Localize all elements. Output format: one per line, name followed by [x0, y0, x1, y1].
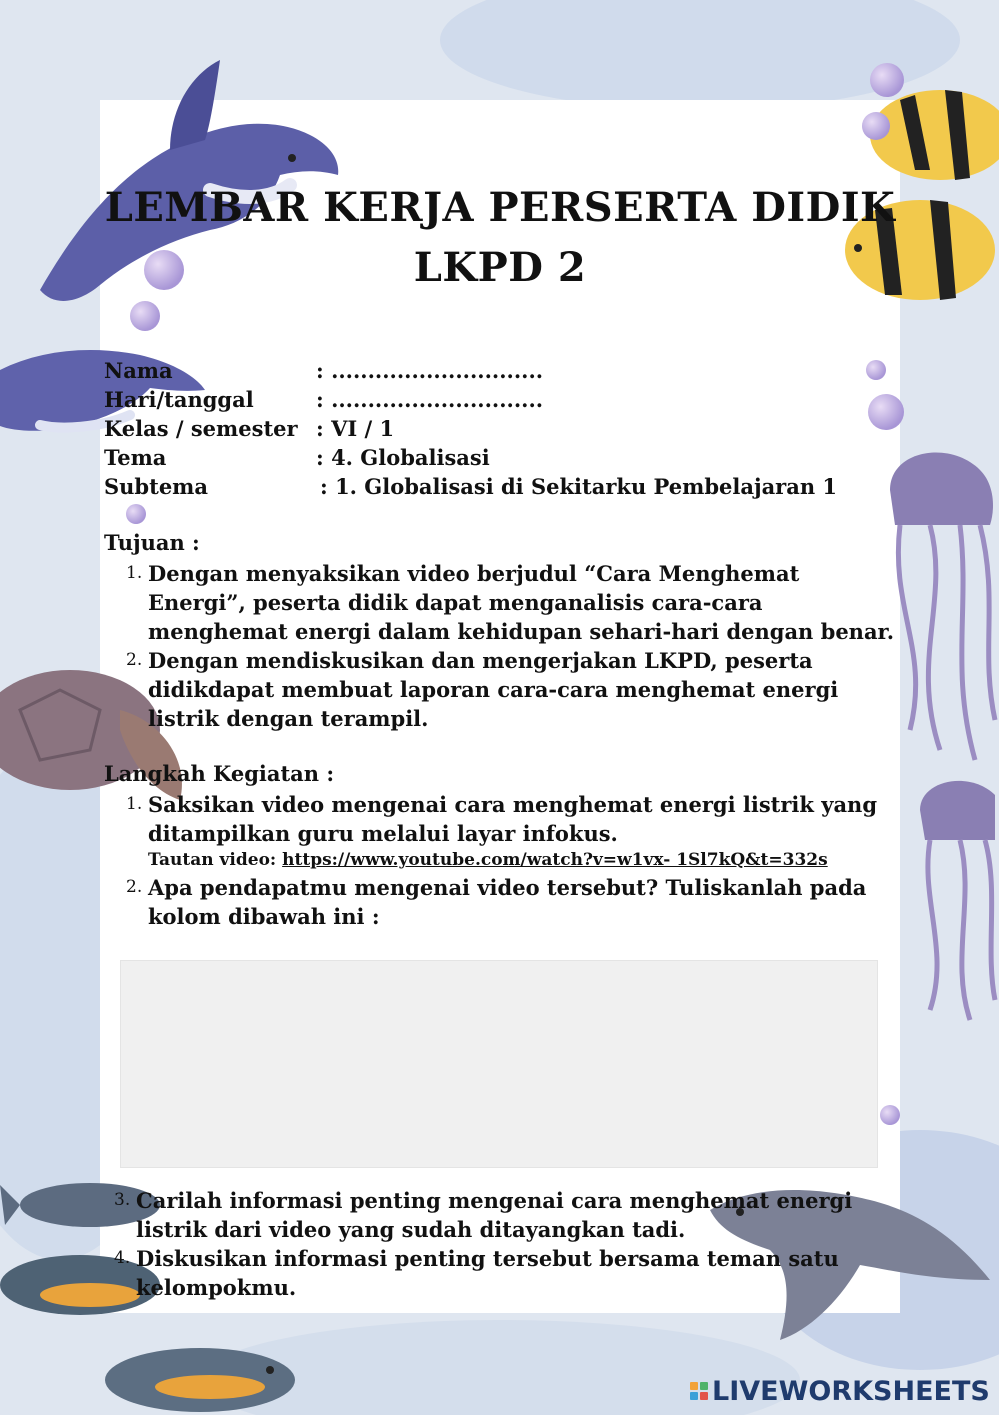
info-label: Tema	[104, 445, 167, 470]
video-link-line	[148, 848, 894, 873]
video-link-label: Tautan video:	[148, 850, 277, 870]
list-item	[104, 790, 894, 873]
worksheet-title: LEMBAR KERJA PERSERTA DIDIK	[104, 184, 896, 231]
tujuan-list	[104, 559, 894, 733]
item-number: 1.	[126, 794, 143, 814]
liveworksheets-logo	[690, 1374, 990, 1408]
langkah-heading: Langkah Kegiatan :	[104, 761, 335, 786]
info-value: : .............................	[316, 387, 544, 412]
worksheet-subtitle: LKPD 2	[413, 244, 587, 291]
item-text: Diskusikan informasi penting tersebut bersama teman satu kelompokmu.	[136, 1246, 839, 1300]
item-text: Dengan mendiskusikan dan mengerjakan LKPD, peserta didikdapat membuat laporan cara-cara menghemat energi listrik dengan terampil.	[148, 648, 839, 731]
langkah-list-continued	[92, 1186, 892, 1302]
video-link[interactable]: https://www.youtube.com/watch?v=w1vx- 1Sl7kQ&t=332s	[282, 850, 828, 870]
item-text: Apa pendapatmu mengenai video tersebut? Tuliskanlah pada kolom dibawah ini :	[148, 875, 867, 929]
item-text: Saksikan video mengenai cara menghemat energi listrik yang ditampilkan guru melalui layar infokus.	[148, 792, 878, 846]
logo-text: LIVEWORKSHEETS	[712, 1375, 990, 1407]
info-value: : .............................	[316, 358, 544, 383]
info-label: Kelas / semester	[104, 416, 298, 441]
logo-icon	[690, 1382, 708, 1400]
answer-textbox[interactable]	[120, 960, 878, 1168]
info-value: : 1. Globalisasi di Sekitarku Pembelajaran 1	[320, 474, 838, 499]
item-text: Carilah informasi penting mengenai cara menghemat energi listrik dari video yang sudah ditayangkan tadi.	[136, 1188, 853, 1242]
info-label: Nama	[104, 358, 173, 383]
item-number: 4.	[114, 1248, 131, 1268]
item-number: 2.	[126, 650, 143, 670]
list-item	[104, 646, 894, 733]
info-label: Subtema	[104, 474, 209, 499]
item-number: 3.	[114, 1190, 131, 1210]
info-label: Hari/tanggal	[104, 387, 254, 412]
item-text: Dengan menyaksikan video berjudul “Cara Menghemat Energi”, peserta didik dapat menganalisis cara-cara menghemat energi dalam kehidupan sehari-hari dengan benar.	[148, 561, 895, 644]
list-item	[92, 1244, 892, 1302]
info-value: : VI / 1	[316, 416, 395, 441]
list-item	[104, 873, 894, 931]
tujuan-heading: Tujuan :	[104, 530, 200, 555]
list-item	[104, 559, 894, 646]
item-number: 1.	[126, 563, 143, 583]
item-number: 2.	[126, 877, 143, 897]
langkah-list	[104, 790, 894, 931]
list-item	[92, 1186, 892, 1244]
info-value: : 4. Globalisasi	[316, 445, 490, 470]
